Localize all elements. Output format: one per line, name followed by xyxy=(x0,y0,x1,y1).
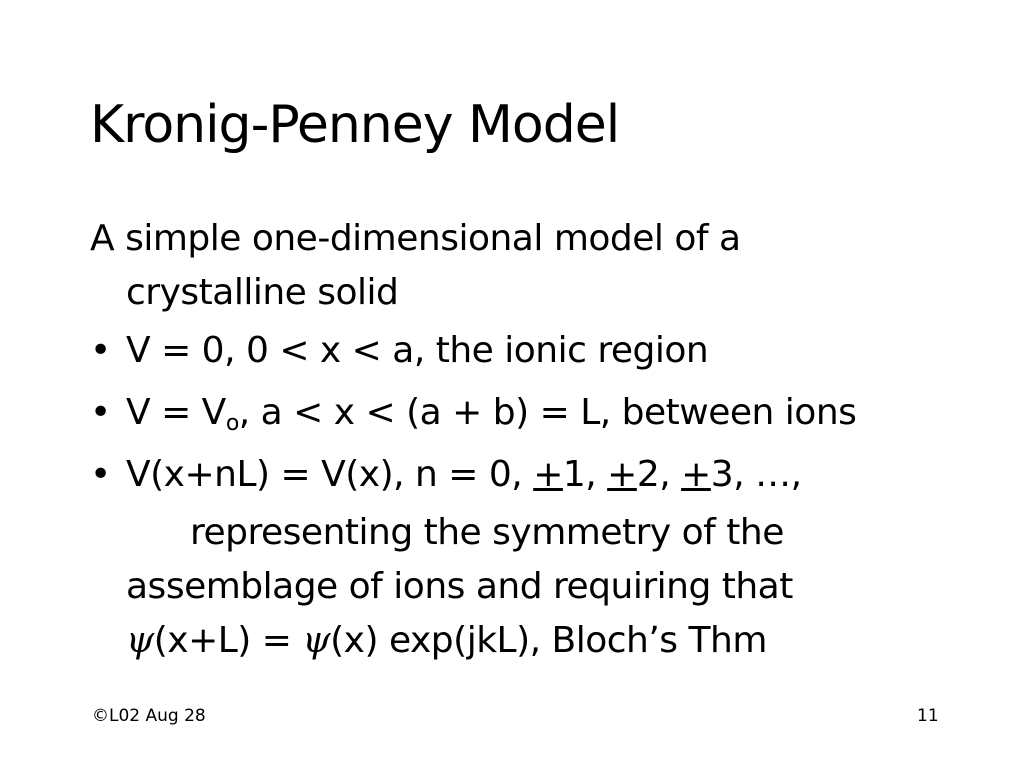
psi-symbol: ψ xyxy=(302,620,331,661)
bullet-text: (x) exp(jkL), Bloch’s Thm xyxy=(330,620,767,661)
bullet-marker: • xyxy=(90,454,111,495)
bullet-text: V(x+nL) = V(x), n = 0, xyxy=(126,454,534,495)
slide-body xyxy=(90,212,970,668)
page-number: 11 xyxy=(917,706,939,726)
bullet-item-1 xyxy=(90,320,970,382)
bullet-text-suffix: , a < x < (a + b) = L, between ions xyxy=(238,392,857,433)
bullet-text: (x+L) = xyxy=(153,620,303,661)
plus-minus-symbol: + xyxy=(533,454,563,495)
plus-minus-symbol: + xyxy=(607,454,637,495)
bullet-3-line-4 xyxy=(90,614,970,668)
intro-line-2: crystalline solid xyxy=(126,272,399,313)
bullet-item-3 xyxy=(90,444,970,506)
bullet-marker: • xyxy=(90,330,111,371)
subscript-o: o xyxy=(225,411,239,436)
slide-title: Kronig-Penney Model xyxy=(90,95,620,155)
bullet-text: V = 0, 0 < x < a, the ionic region xyxy=(126,330,709,371)
bullet-3-line-2: representing the symmetry of the xyxy=(190,512,784,553)
bullet-3-line-3: assemblage of ions and requiring that xyxy=(126,566,793,607)
bullet-text: 1, xyxy=(562,454,608,495)
plus-minus-symbol: + xyxy=(681,454,711,495)
intro-line-1: A simple one-dimensional model of a xyxy=(90,218,741,259)
bullet-text-prefix: V = V xyxy=(126,392,226,433)
bullet-marker: • xyxy=(90,392,111,433)
bullet-text: 2, xyxy=(636,454,682,495)
footer-copyright: ©L02 Aug 28 xyxy=(92,706,206,726)
psi-symbol: ψ xyxy=(126,620,154,661)
bullet-item-2 xyxy=(90,382,970,444)
bullet-text: 3, …, xyxy=(710,454,802,495)
